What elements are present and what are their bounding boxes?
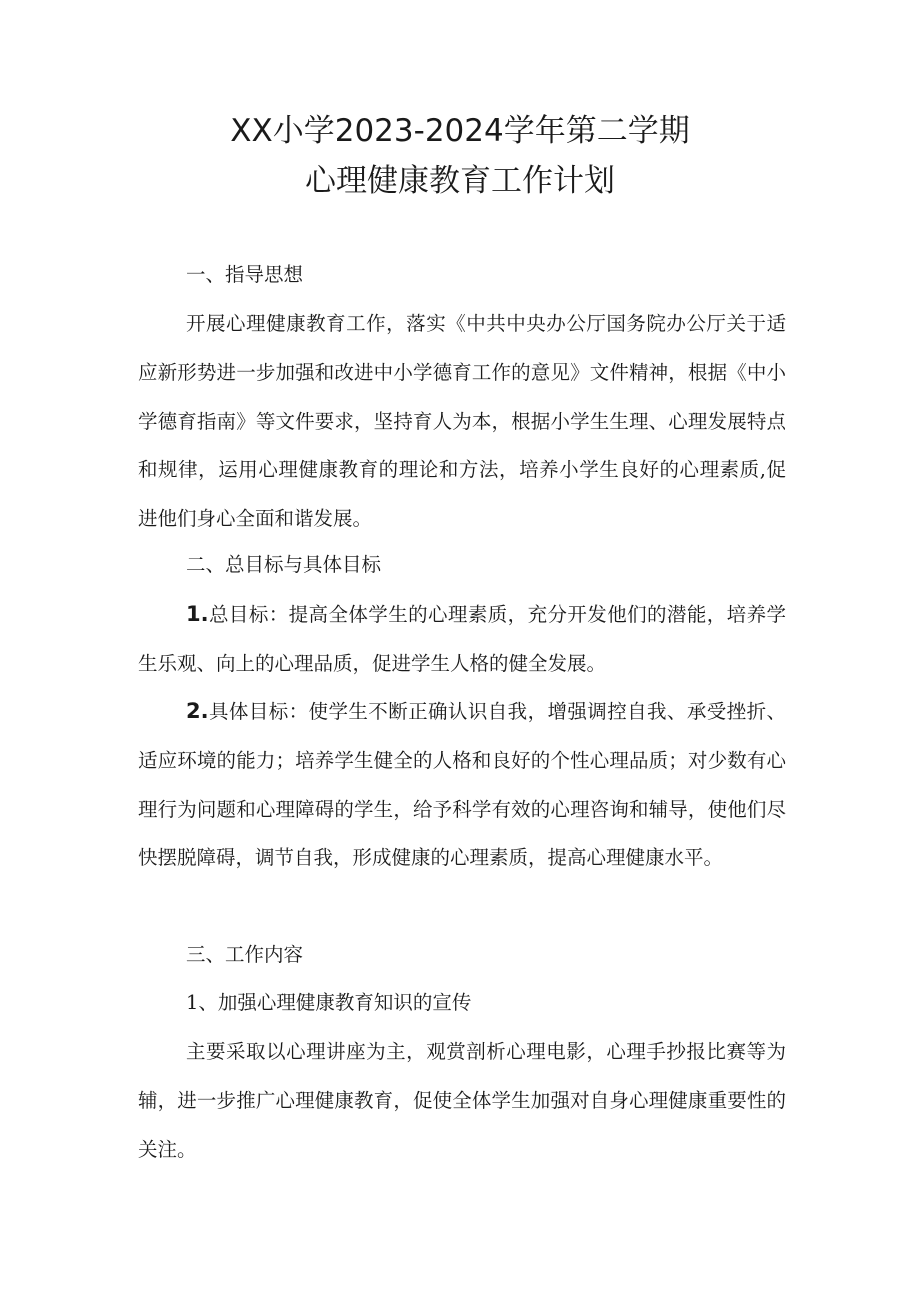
paragraph-specific-goals xyxy=(138,687,786,883)
section-heading-guiding-ideology: 一、指导思想 xyxy=(186,263,304,286)
paragraph-publicity: 主要采取以心理讲座为主，观赏剖析心理电影，心理手抄报比赛等为辅，进一步推广心理健康教育，促使全体学生加强对自身心理健康重要性的关注。 xyxy=(138,1040,786,1161)
paragraph-overall-goal xyxy=(138,590,786,689)
subsection-heading-publicity: 1、加强心理健康教育知识的宣传 xyxy=(186,991,472,1014)
section-heading-goals: 二、总目标与具体目标 xyxy=(186,553,382,576)
section-heading-work-content: 三、工作内容 xyxy=(186,943,304,966)
document-title-line1: XX小学2023-2024学年第二学期 xyxy=(230,113,690,149)
specific-goals-number: 2. xyxy=(186,699,209,723)
overall-goal-text: 总目标：提高全体学生的心理素质，充分开发他们的潜能，培养学生乐观、向上的心理品质，促进学生人格的健全发展。 xyxy=(138,603,786,675)
document-title-line2: 心理健康教育工作计划 xyxy=(305,163,615,199)
overall-goal-number: 1. xyxy=(186,602,209,626)
specific-goals-text: 具体目标：使学生不断正确认识自我，增强调控自我、承受挫折、适应环境的能力；培养学生健全的人格和良好的个性心理品质；对少数有心理行为问题和心理障碍的学生，给予科学有效的心理咨询和辅导，使他们尽快摆脱障碍，调节自我，形成健康的心理素质，提高心理健康水平。 xyxy=(138,700,786,870)
paragraph-guiding-ideology: 开展心理健康教育工作，落实《中共中央办公厅国务院办公厅关于适应新形势进一步加强和改进中小学德育工作的意见》文件精神，根据《中小学德育指南》等文件要求，坚持育人为本，根据小学生生理、心理发展特点和规律，运用心理健康教育的理论和方法，培养小学生良好的心理素质,促进他们身心全面和谐发展。 xyxy=(138,312,786,531)
